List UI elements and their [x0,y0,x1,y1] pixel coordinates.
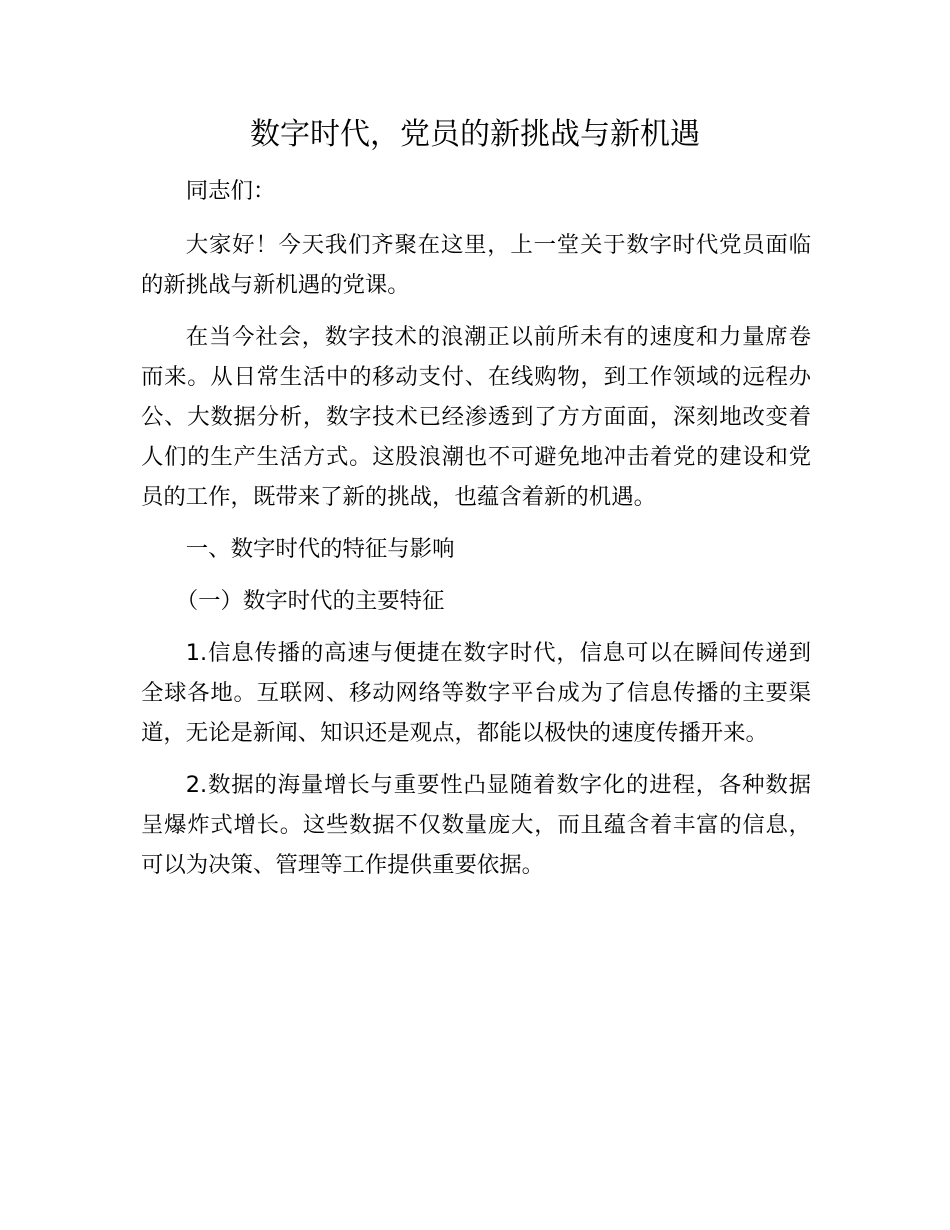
subsection-heading: （一）数字时代的主要特征 [175,588,445,614]
intro-paragraph: 在当今社会，数字技术的浪潮正以前所未有的速度和力量席卷而来。从日常生活中的移动支付、在线购物，到工作领域的远程办公、大数据分析，数字技术已经渗透到了方方面面，深刻地改变着人们的生产生活方式。这股浪潮也不可避免地冲击着党的建设和党员的工作，既带来了新的挑战，也蕴含着新的机遇。 [141,324,811,510]
feature-paragraph-2: 2.数据的海量增长与重要性凸显随着数字化的进程，各种数据呈爆炸式增长。这些数据不仅数量庞大，而且蕴含着丰富的信息，可以为决策、管理等工作提供重要依据。 [141,772,811,878]
document-body [141,171,811,897]
greeting-paragraph: 大家好！今天我们齐聚在这里，上一堂关于数字时代党员面临的新挑战与新机遇的党课。 [141,232,811,298]
section-heading: 一、数字时代的特征与影响 [185,536,455,562]
salutation-paragraph: 同志们： [185,178,276,204]
feature-paragraph-1: 1.信息传播的高速与便捷在数字时代，信息可以在瞬间传递到全球各地。互联网、移动网络等数字平台成为了信息传播的主要渠道，无论是新闻、知识还是观点，都能以极快的速度传播开来。 [141,640,811,746]
document-title: 数字时代，党员的新挑战与新机遇 [250,117,700,152]
